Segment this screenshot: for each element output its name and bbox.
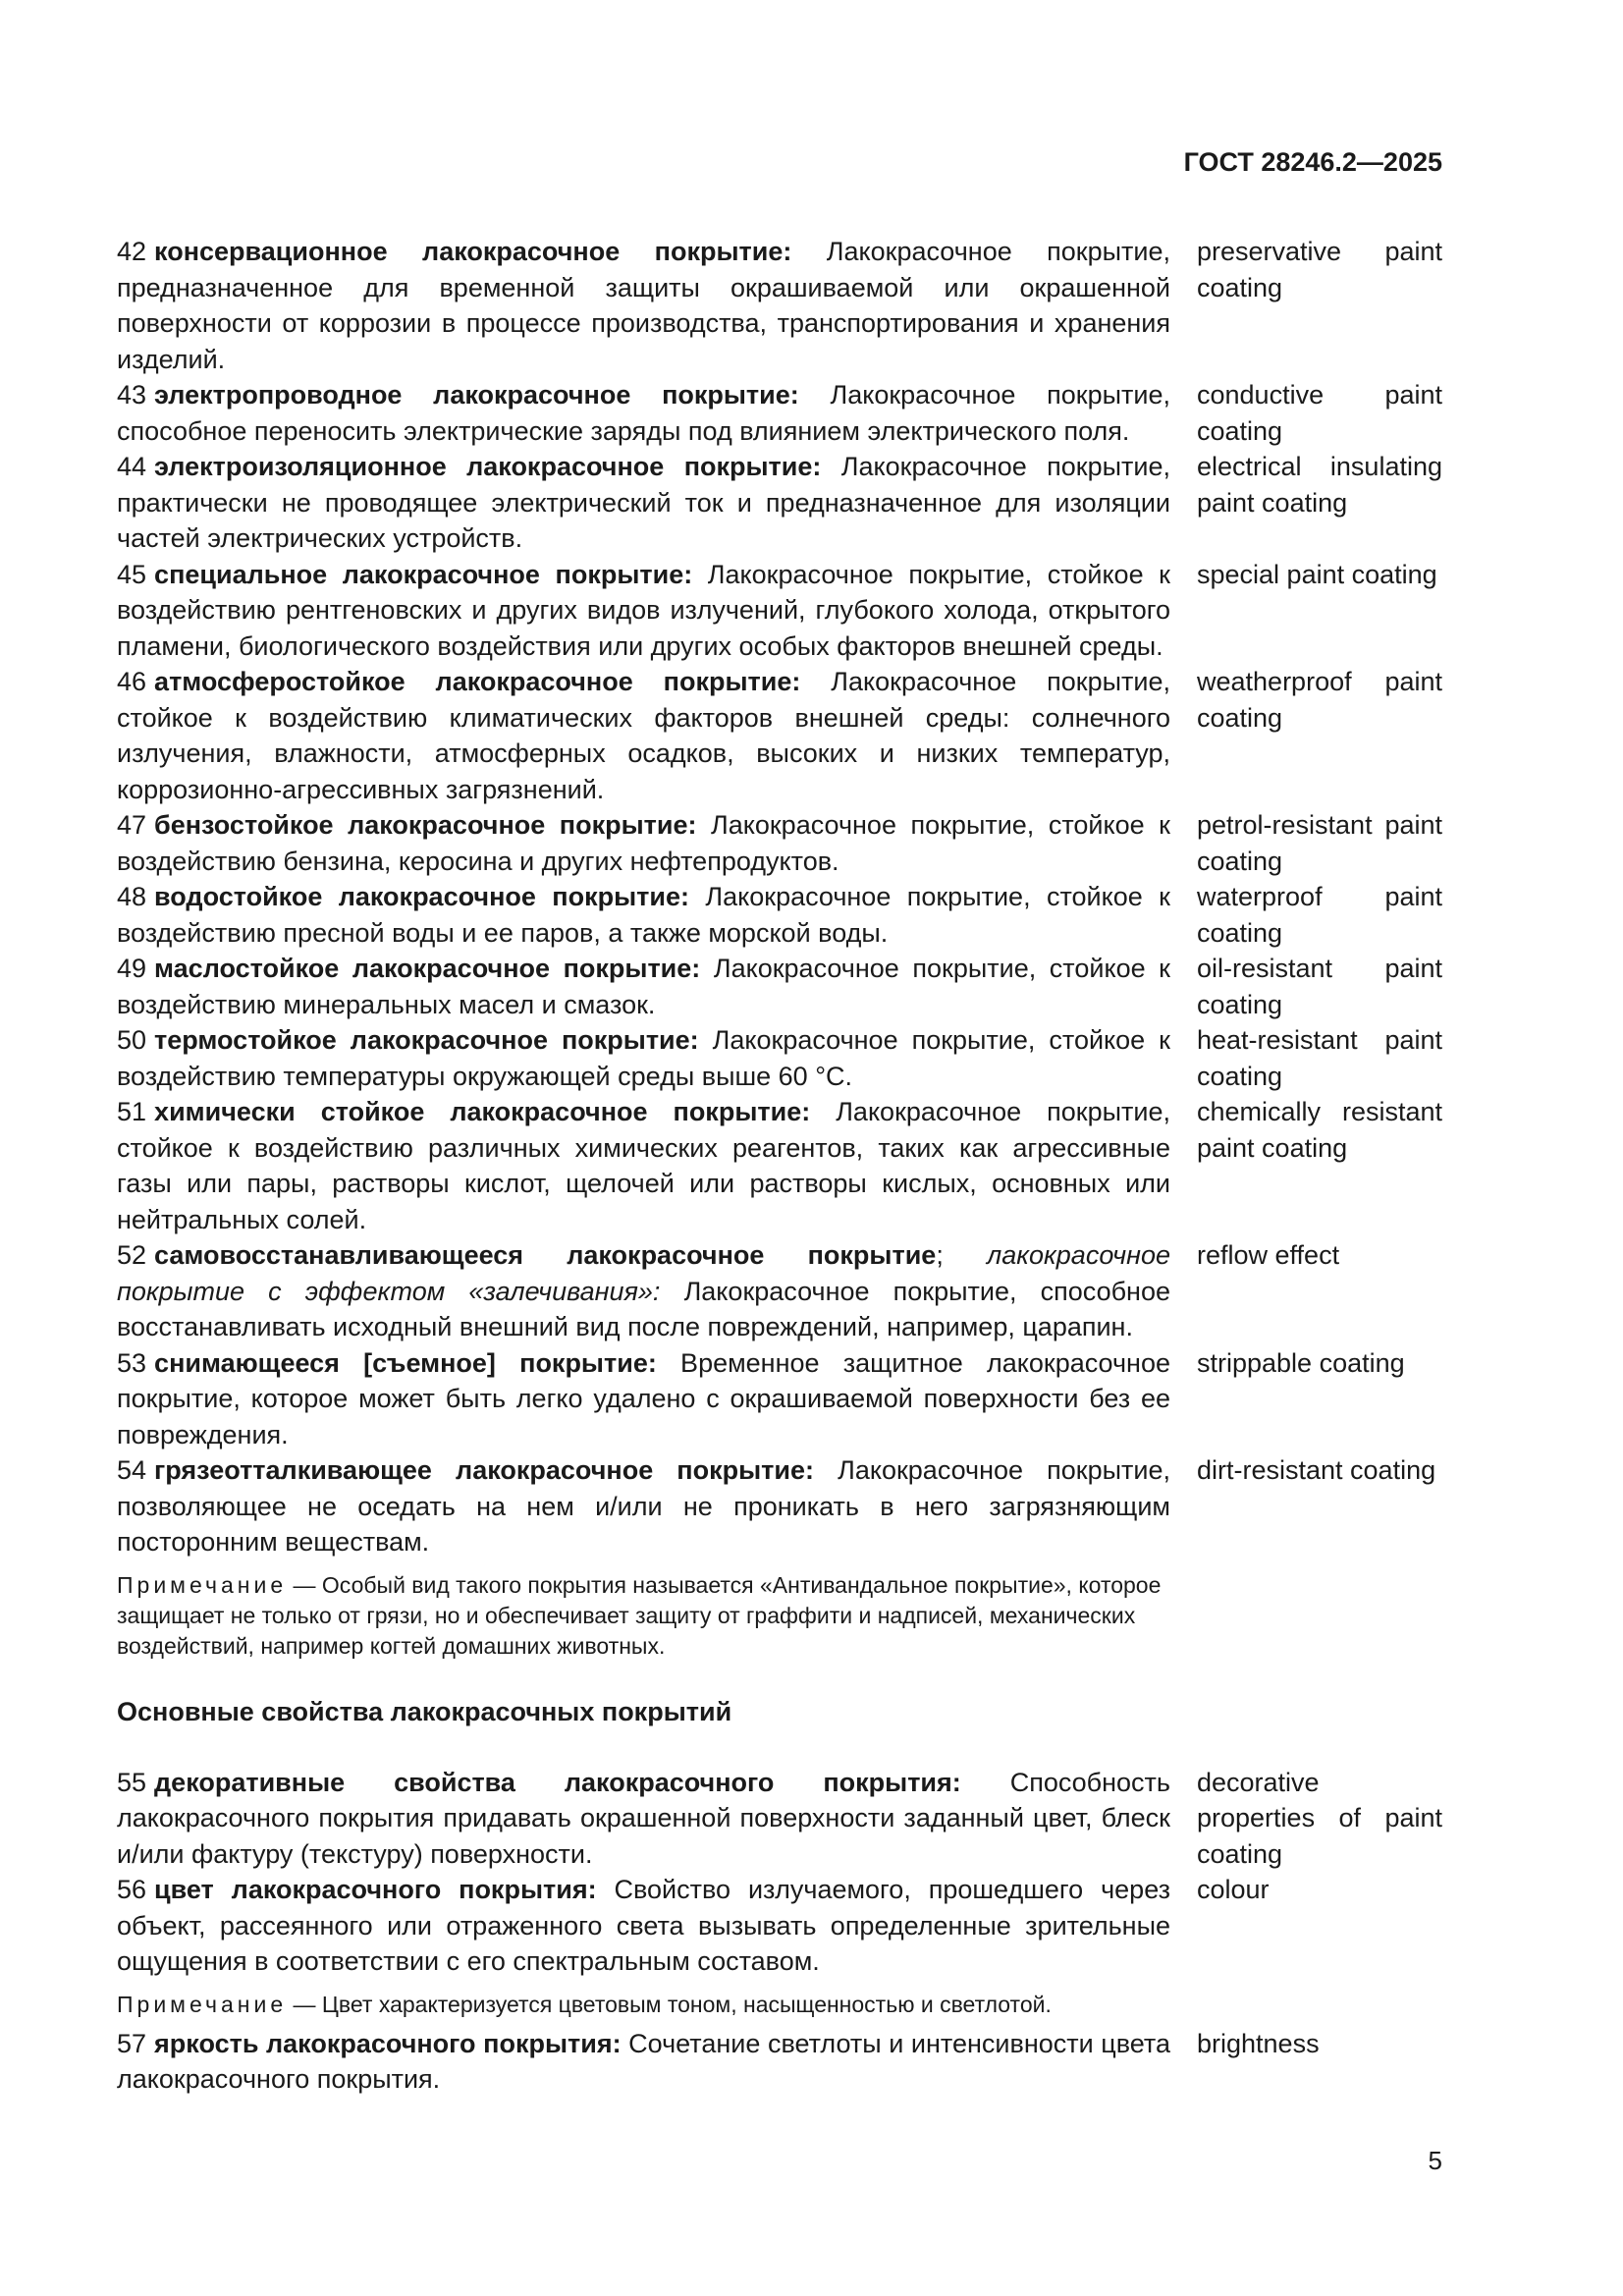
term-definition-ru (117, 557, 1170, 665)
term-english: weatherproof paint coating (1197, 667, 1442, 733)
note-label: Примечание (117, 1571, 288, 1598)
term-name: специальное лакокрасочное покрытие: (154, 559, 693, 589)
term-number: 42 (117, 237, 147, 266)
term-entry-49 (117, 951, 1442, 1022)
entries-group-a (117, 234, 1442, 1237)
term-english: conductive paint coating (1197, 380, 1442, 446)
term-number: 43 (117, 380, 147, 410)
term-definition-ru (117, 377, 1170, 449)
term-english: petrol-resistant paint coating (1197, 810, 1442, 876)
term-definition-text: Лакокрасочное покрытие, стойкое к воздействию температуры окружающей среды выше 60 °С. (117, 1025, 1170, 1091)
term-name: атмосферостойкое лакокрасочное покрытие: (154, 667, 801, 696)
term-english: reflow effect (1197, 1240, 1340, 1270)
term-number: 56 (117, 1875, 147, 1904)
term-name: термостойкое лакокрасочное покрытие: (154, 1025, 699, 1055)
note-1 (117, 1570, 1170, 1662)
section-title: Основные свойства лакокрасочных покрытий (117, 1696, 732, 1726)
term-synonym: лакокрасочное покрытие с эффектом «залечивания»: (117, 1240, 1170, 1306)
term-name: консервационное лакокрасочное покрытие: (154, 237, 792, 266)
term-entry-48 (117, 879, 1442, 951)
document-code: ГОСТ 28246.2—2025 (1183, 147, 1442, 177)
term-entry-42 (117, 234, 1442, 377)
term-number: 51 (117, 1097, 147, 1126)
term-definition-text: Лакокрасочное покрытие, стойкое к воздействию минеральных масел и смазок. (117, 954, 1170, 1019)
term-number: 48 (117, 882, 147, 911)
term-english: special paint coating (1197, 559, 1437, 589)
term-english: brightness (1197, 2028, 1320, 2058)
term-name: водостойкое лакокрасочное покрытие: (154, 882, 689, 911)
term-definition-ru (117, 664, 1170, 807)
term-english: oil-resistant paint coating (1197, 954, 1442, 1019)
term-entry-53 (117, 1345, 1442, 1453)
term-entry-57 (117, 2026, 1442, 2098)
term-number: 47 (117, 810, 147, 840)
term-definition-ru (117, 234, 1170, 377)
term-definition-ru (117, 1452, 1170, 1560)
entries-group-b (117, 1345, 1442, 1560)
term-number: 45 (117, 559, 147, 589)
term-definition-text: Способность лакокрасочного покрытия придавать окрашенной поверхности заданный цвет, блеск и/или фактуру (текстуру) поверхности. (117, 1767, 1170, 1869)
term-definition-text: Лакокрасочное покрытие, позволяющее не оседать на нем и/или не проникать в него загрязняющим посторонним веществам. (117, 1455, 1170, 1557)
term-number: 49 (117, 954, 147, 983)
term-definition-ru (117, 1094, 1170, 1237)
term-english: heat-resistant paint coating (1197, 1025, 1442, 1091)
term-definition-text: Лакокрасочное покрытие, предназначенное для временной защиты окрашиваемой или окрашенной поверхности от коррозии в процессе производства, транспортирования и хранения изделий. (117, 237, 1170, 374)
term-english: strippable coating (1197, 1347, 1405, 1378)
term-name: самовосстанавливающееся лакокрасочное покрытие (154, 1240, 937, 1270)
term-english: dirt-resistant coating (1197, 1455, 1436, 1485)
term-number: 57 (117, 2028, 147, 2058)
term-entry-45 (117, 557, 1442, 665)
term-entry-56 (117, 1872, 1442, 1980)
term-english: colour (1197, 1875, 1270, 1904)
term-entry-46 (117, 664, 1442, 807)
term-definition-ru (117, 951, 1170, 1022)
term-definition-text: Свойство излучаемого, прошедшего через объект, рассеянного или отраженного света вызывать определенные зрительные ощущения в соответствии с его спектральным составом. (117, 1875, 1170, 1976)
term-entry-54 (117, 1452, 1442, 1560)
entries-group-d (117, 2026, 1442, 2098)
note-2 (117, 1990, 1170, 2020)
term-number: 46 (117, 667, 147, 696)
term-entry-52 (117, 1237, 1442, 1345)
term-entry-43 (117, 377, 1442, 449)
term-definition-ru (117, 2026, 1170, 2098)
term-definition-text: Лакокрасочное покрытие, способное восстанавливать исходный внешний вид после повреждений, например, царапин. (117, 1276, 1170, 1341)
entries-group-c (117, 1765, 1442, 1980)
term-definition-ru (117, 1237, 1170, 1345)
term-english: preservative paint coating (1197, 237, 1442, 302)
term-name: бензостойкое лакокрасочное покрытие: (154, 810, 697, 840)
term-number: 54 (117, 1455, 147, 1485)
term-name: химически стойкое лакокрасочное покрытие: (154, 1097, 811, 1126)
term-english: waterproof paint coating (1197, 882, 1442, 948)
term-definition-ru (117, 1765, 1170, 1873)
term-definition-text: Временное защитное лакокрасочное покрытие, которое может быть легко удалено с окрашиваемой поверхности без ее повреждения. (117, 1347, 1170, 1449)
term-name: декоративные свойства лакокрасочного покрытия: (154, 1767, 961, 1797)
term-definition-text: Лакокрасочное покрытие, стойкое к воздействию климатических факторов внешней среды: солнечного излучения, влажности, атмосферных осадков, высоких и низких температур, коррозионно-агрессивных загрязнений. (117, 667, 1170, 804)
term-definition-text: Лакокрасочное покрытие, стойкое к воздействию пресной воды и ее паров, а также морской воды. (117, 882, 1170, 948)
term-name: грязеотталкивающее лакокрасочное покрытие: (154, 1455, 815, 1485)
term-definition-text: Лакокрасочное покрытие, способное переносить электрические заряды под влиянием электрического поля. (117, 380, 1170, 446)
term-name: цвет лакокрасочного покрытия: (154, 1875, 597, 1904)
term-number: 44 (117, 452, 147, 481)
term-number: 55 (117, 1767, 147, 1797)
terms-list (117, 234, 1442, 2098)
term-definition-ru (117, 879, 1170, 951)
note-label: Примечание (117, 1991, 288, 2017)
term-name: снимающееся [съемное] покрытие: (154, 1347, 657, 1378)
term-name: электроизоляционное лакокрасочное покрытие: (154, 452, 822, 481)
term-entry-47 (117, 807, 1442, 879)
term-definition-ru (117, 449, 1170, 557)
term-number: 53 (117, 1347, 147, 1378)
term-definition-ru (117, 807, 1170, 879)
term-name: яркость лакокрасочного покрытия: (154, 2028, 622, 2058)
term-definition-ru (117, 1872, 1170, 1980)
term-definition-text: Лакокрасочное покрытие, стойкое к воздействию рентгеновских и других видов излучений, глубокого холода, открытого пламени, биологического воздействия или других особых факторов внешней среды. (117, 559, 1170, 661)
term-entry-51 (117, 1094, 1442, 1237)
term-entry-55 (117, 1765, 1442, 1873)
term-english: chemically resistant paint coating (1197, 1097, 1442, 1163)
term-english: decorative properties of paint coating (1197, 1767, 1442, 1869)
term-definition-text: Лакокрасочное покрытие, стойкое к воздействию различных химических реагентов, таких как агрессивные газы или пары, растворы кислот, щелочей или растворы кислых, основных или нейтральных солей. (117, 1097, 1170, 1234)
term-name: маслостойкое лакокрасочное покрытие: (154, 954, 701, 983)
term-number: 50 (117, 1025, 147, 1055)
term-definition-ru (117, 1022, 1170, 1094)
term-definition-text: Сочетание светлоты и интенсивности цвета лакокрасочного покрытия. (117, 2028, 1170, 2094)
term-separator: ; (936, 1240, 988, 1270)
note-text: — Цвет характеризуется цветовым тоном, насыщенностью и светлотой. (287, 1991, 1052, 2017)
term-name: электропроводное лакокрасочное покрытие: (154, 380, 799, 410)
term-entry-44 (117, 449, 1442, 557)
term-number: 52 (117, 1240, 147, 1270)
term-entry-50 (117, 1022, 1442, 1094)
page-number: 5 (1428, 2146, 1442, 2175)
term-definition-text: Лакокрасочное покрытие, практически не проводящее электрический ток и предназначенное для изоляции частей электрических устройств. (117, 452, 1170, 553)
term-english: electrical insulating paint coating (1197, 452, 1442, 518)
note-text: — Особый вид такого покрытия называется «Антивандальное покрытие», которое защищает не только от грязи, но и обеспечивает защиту от граффити и надписей, механических воздействий, например когтей домашних животных. (117, 1571, 1162, 1659)
term-definition-ru (117, 1345, 1170, 1453)
term-definition-text: Лакокрасочное покрытие, стойкое к воздействию бензина, керосина и других нефтепродуктов. (117, 810, 1170, 876)
